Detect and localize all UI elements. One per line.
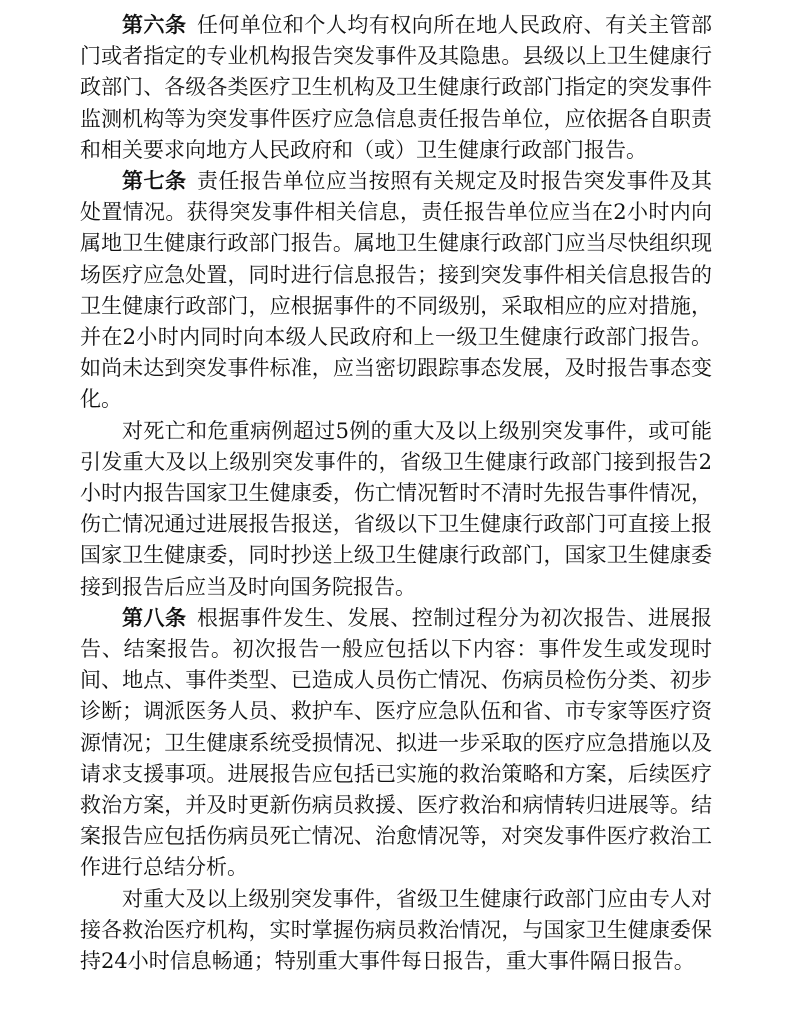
article-8-label: 第八条 <box>122 605 187 630</box>
article-8-continuation-paragraph <box>80 884 712 978</box>
article-7-paragraph <box>80 166 712 416</box>
article-6-label: 第六条 <box>122 13 187 37</box>
article-7-text: 责任报告单位应当按照有关规定及时报告突发事件及其处置情况。获得突发事件相关信息，责任报告单位应当在2小时内向属地卫生健康行政部门报告。属地卫生健康行政部门应当尽快组织现场医疗应急处置，同时进行信息报告；接到突发事件相关信息报告的卫生健康行政部门，应根据事件的不同级别，采取相应的应对措施，并在2小时内同时向本级人民政府和上一级卫生健康行政部门报告。如尚未达到突发事件标准，应当密切跟踪事态发展，及时报告事态变化。 <box>80 169 713 412</box>
document-page <box>80 10 712 977</box>
article-7-continuation-text: 对死亡和危重病例超过5例的重大及以上级别突发事件，或可能引发重大及以上级别突发事件的，省级卫生健康行政部门接到报告2小时内报告国家卫生健康委，伤亡情况暂时不清时先报告事件情况，伤亡情况通过进展报告报送，省级以下卫生健康行政部门可直接上报国家卫生健康委，同时抄送上级卫生健康行政部门，国家卫生健康委接到报告后应当及时向国务院报告。 <box>80 418 712 599</box>
article-8-text: 根据事件发生、发展、控制过程分为初次报告、进展报告、结案报告。初次报告一般应包括以下内容：事件发生或发现时间、地点、事件类型、已造成人员伤亡情况、伤病员检伤分类、初步诊断；调派医务人员、救护车、医疗应急队伍和省、市专家等医疗资源情况；卫生健康系统受损情况、拟进一步采取的医疗应急措施以及请求支援事项。进展报告应包括已实施的救治策略和方案，后续医疗救治方案，并及时更新伤病员救援、医疗救治和病情转归进展等。结案报告应包括伤病员死亡情况、治愈情况等，对突发事件医疗救治工作进行总结分析。 <box>80 605 713 880</box>
article-7-continuation-paragraph <box>80 416 712 603</box>
article-8-paragraph <box>80 603 712 884</box>
article-8-continuation-text: 对重大及以上级别突发事件，省级卫生健康行政部门应由专人对接各救治医疗机构，实时掌握伤病员救治情况，与国家卫生健康委保持24小时信息畅通；特别重大事件每日报告，重大事件隔日报告。 <box>80 886 712 974</box>
article-6-text: 任何单位和个人均有权向所在地人民政府、有关主管部门或者指定的专业机构报告突发事件及其隐患。县级以上卫生健康行政部门、各级各类医疗卫生机构及卫生健康行政部门指定的突发事件监测机构等为突发事件医疗应急信息责任报告单位，应依据各自职责和相关要求向地方人民政府和（或）卫生健康行政部门报告。 <box>80 13 713 162</box>
article-7-label: 第七条 <box>122 169 187 194</box>
article-6-paragraph <box>80 10 712 166</box>
